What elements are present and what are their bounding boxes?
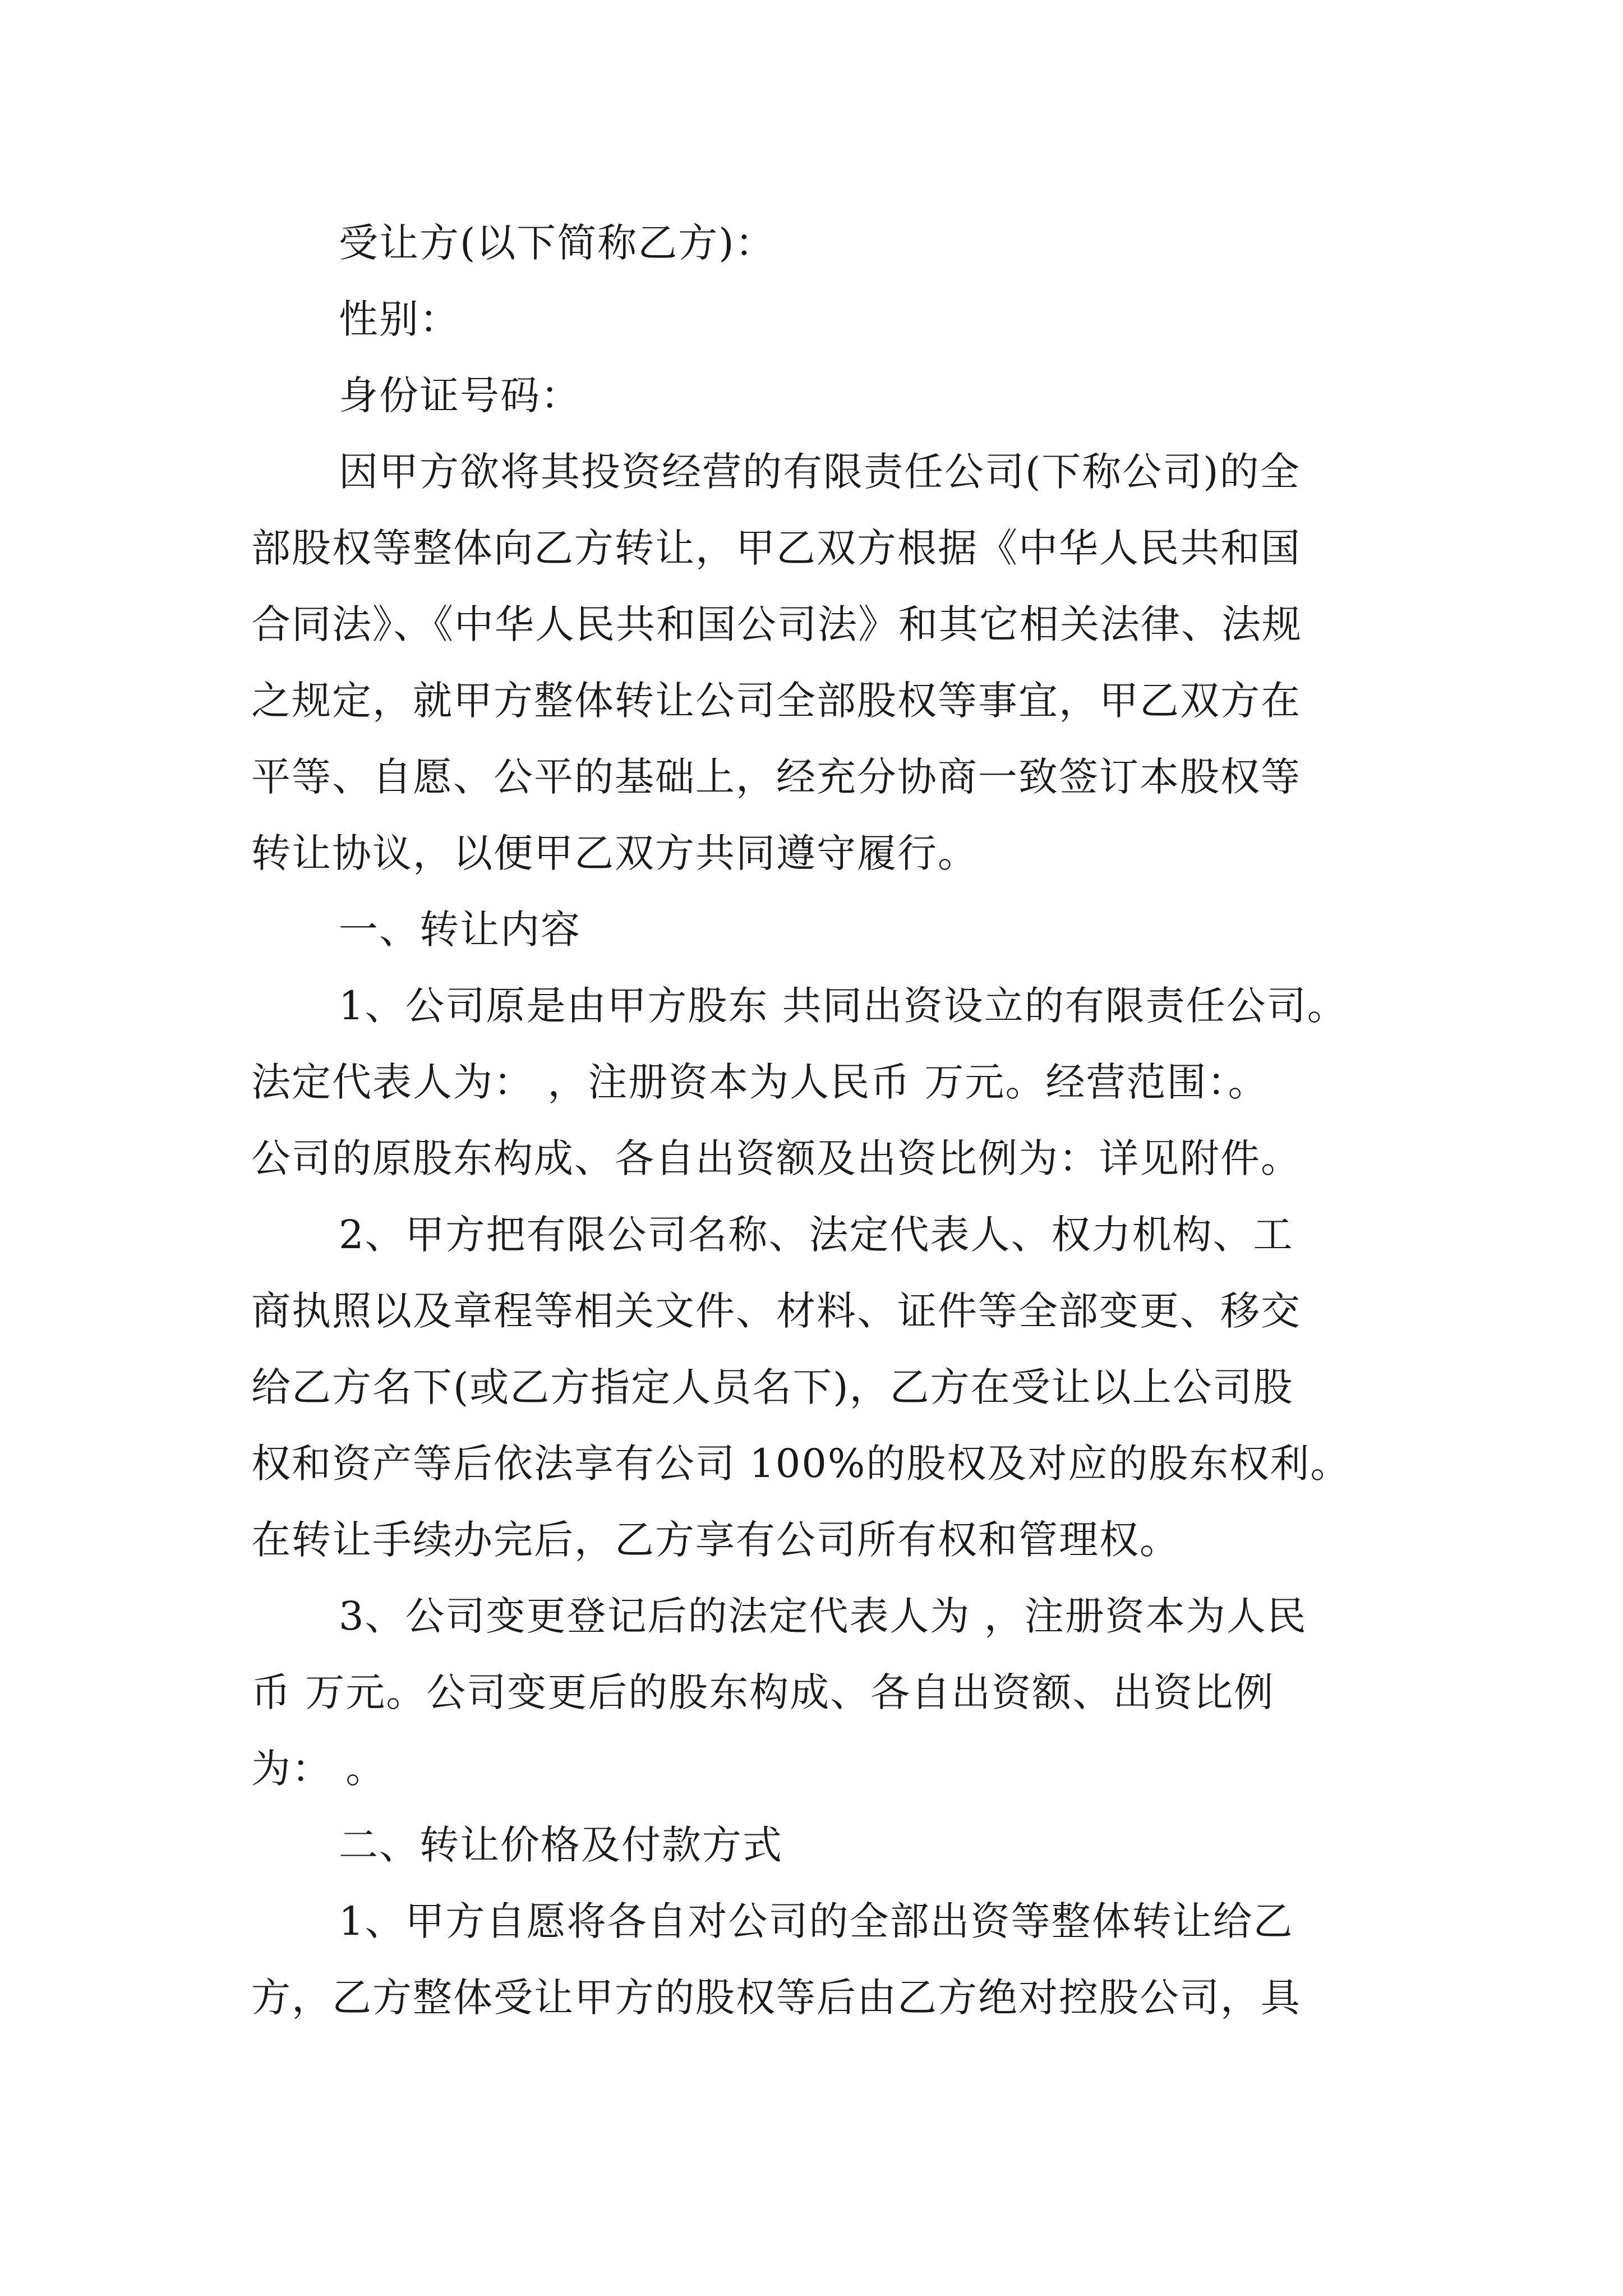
- text-line-gender: 性别：: [339, 296, 460, 342]
- text-line-preamble-1: 因甲方欲将其投资经营的有限责任公司(下称公司)的全: [339, 449, 1301, 495]
- text-line-clause3-2: 币 万元。公司变更后的股东构成、各自出资额、出资比例: [251, 1669, 1275, 1715]
- text-line-clause2-1: 2、甲方把有限公司名称、法定代表人、权力机构、工: [339, 1212, 1294, 1258]
- text-line-clause3-3: 为： 。: [251, 1746, 386, 1792]
- text-line-clause3-1: 3、公司变更登记后的法定代表人为 ，注册资本为人民: [339, 1593, 1307, 1639]
- text-line-preamble-2: 部股权等整体向乙方转让，甲乙双方根据《中华人民共和国: [251, 525, 1301, 571]
- text-line-clause2-2: 商执照以及章程等相关文件、材料、证件等全部变更、移交: [251, 1288, 1301, 1334]
- text-line-clause1-1: 1、公司原是由甲方股东 共同出资设立的有限责任公司。: [339, 983, 1348, 1029]
- text-line-clause2-3: 给乙方名下(或乙方指定人员名下)，乙方在受让以上公司股: [251, 1364, 1294, 1410]
- text-line-preamble-5: 平等、自愿、公平的基础上，经充分协商一致签订本股权等: [251, 754, 1301, 800]
- text-line-preamble-6: 转让协议，以便甲乙双方共同遵守履行。: [251, 830, 978, 876]
- text-line-clause1-3: 公司的原股东构成、各自出资额及出资比例为：详见附件。: [251, 1135, 1301, 1181]
- text-line-clause2-5: 在转让手续办完后，乙方享有公司所有权和管理权。: [251, 1517, 1180, 1563]
- text-line-preamble-4: 之规定，就甲方整体转让公司全部股权等事宜，甲乙双方在: [251, 678, 1301, 724]
- section-heading-price-payment: 二、转让价格及付款方式: [339, 1822, 783, 1868]
- text-line-price-clause1-1: 1、甲方自愿将各自对公司的全部出资等整体转让给乙: [339, 1898, 1294, 1944]
- section-heading-transfer-content: 一、转让内容: [339, 907, 581, 953]
- text-line-clause2-4: 权和资产等后依法享有公司 100%的股权及对应的股东权利。: [251, 1441, 1351, 1487]
- text-line-clause1-2: 法定代表人为： ，注册资本为人民币 万元。经营范围：。: [251, 1059, 1269, 1105]
- text-line-price-clause1-2: 方，乙方整体受让甲方的股权等后由乙方绝对控股公司，具: [251, 1975, 1301, 2021]
- text-line-id-number: 身份证号码：: [339, 372, 581, 418]
- text-line-transferee: 受让方(以下简称乙方)：: [339, 220, 776, 266]
- text-line-preamble-3: 合同法》、《中华人民共和国公司法》和其它相关法律、法规: [251, 601, 1302, 647]
